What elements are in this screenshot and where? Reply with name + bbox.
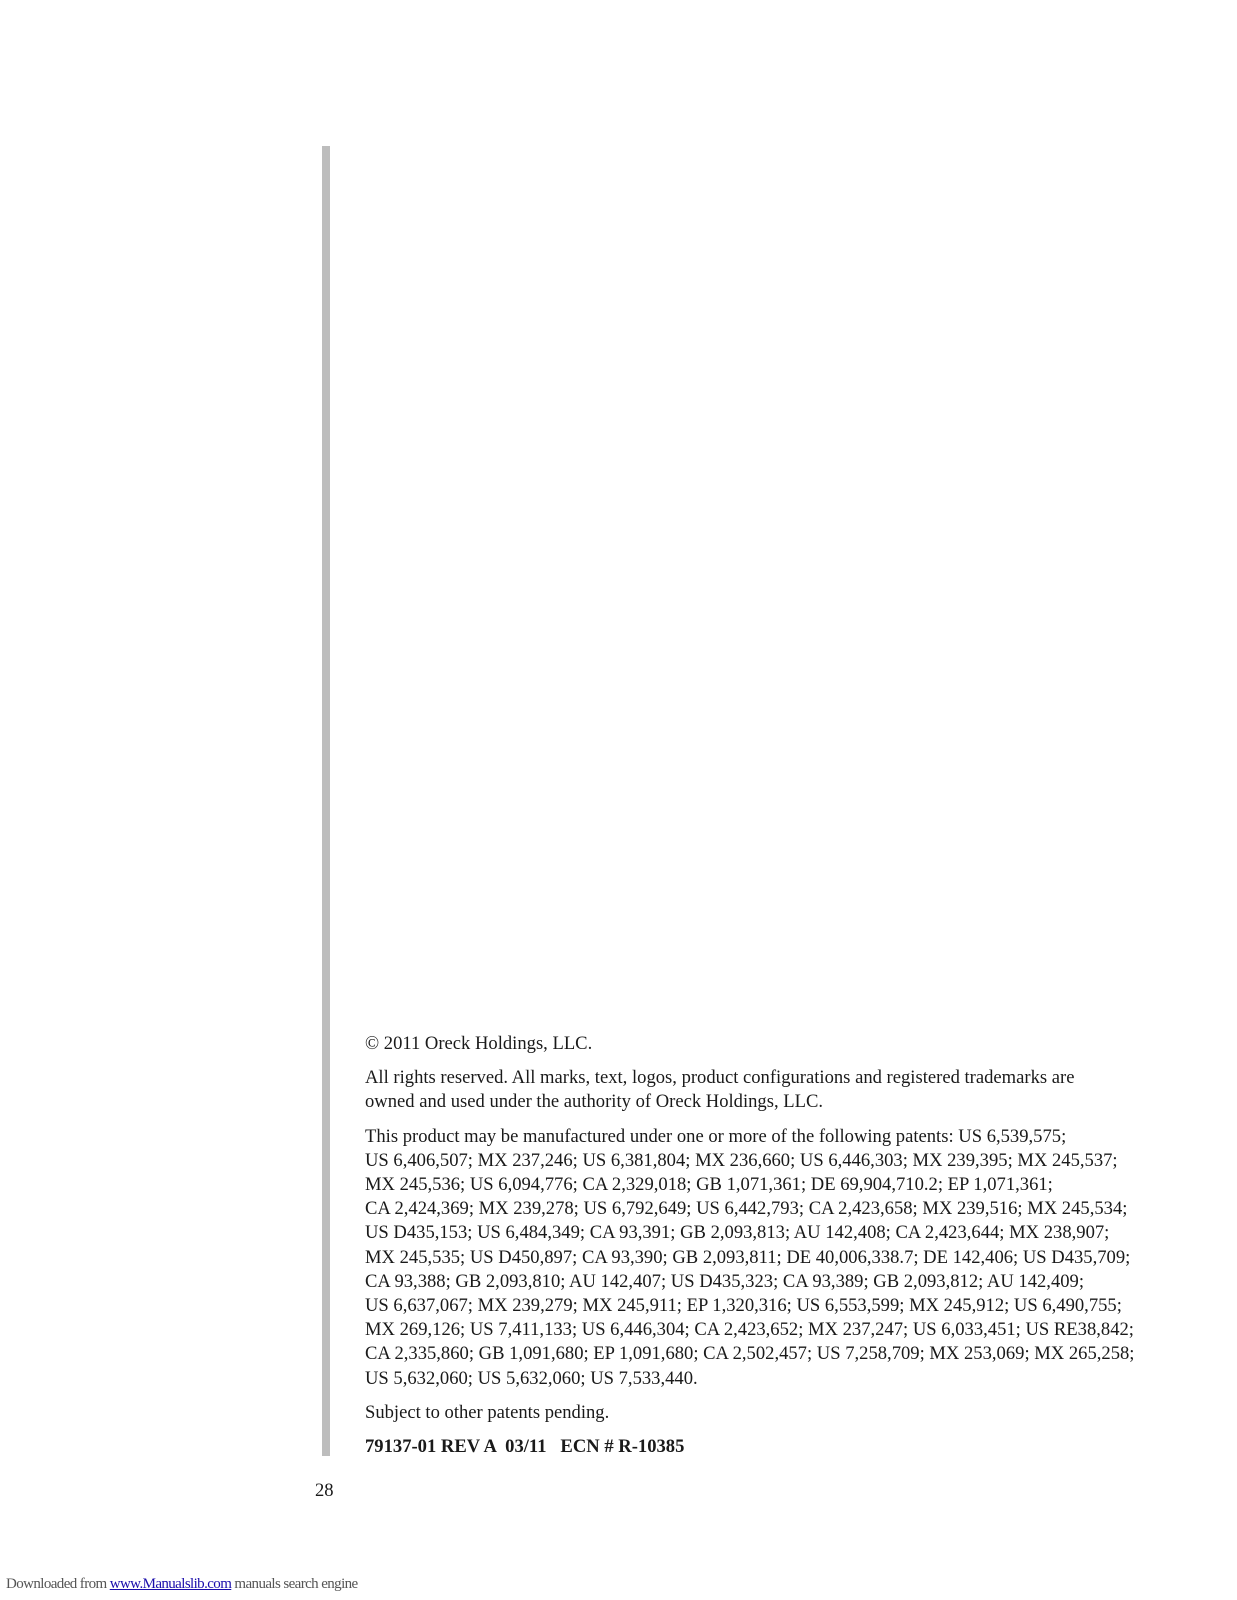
rights-line: owned and used under the authority of Oreck Holdings, LLC.	[365, 1091, 824, 1113]
patent-line: CA 2,335,860; GB 1,091,680; EP 1,091,680; CA 2,502,457; US 7,258,709; MX 253,069; MX 265,258;	[365, 1343, 1135, 1365]
patent-line: CA 93,388; GB 2,093,810; AU 142,407; US D435,323; CA 93,389; GB 2,093,812; AU 142,409;	[365, 1270, 1085, 1292]
patent-line: US 5,632,060; US 5,632,060; US 7,533,440.	[365, 1367, 698, 1389]
patent-line: CA 2,424,369; MX 239,278; US 6,792,649; US 6,442,793; CA 2,423,658; MX 239,516; MX 245,534;	[365, 1198, 1128, 1220]
rights-reserved-paragraph	[365, 1066, 1195, 1114]
patent-line: US 6,637,067; MX 239,279; MX 245,911; EP 1,320,316; US 6,553,599; MX 245,912; US 6,490,755;	[365, 1295, 1122, 1317]
patent-line: US D435,153; US 6,484,349; CA 93,391; GB 2,093,813; AU 142,408; CA 2,423,644; MX 238,907;	[365, 1222, 1110, 1244]
patent-line: MX 269,126; US 7,411,133; US 6,446,304; CA 2,423,652; MX 237,247; US 6,033,451; US RE38,842;	[365, 1319, 1134, 1341]
footer-prefix: Downloaded from	[6, 1576, 110, 1592]
footer-suffix: manuals search engine	[231, 1576, 358, 1592]
page-number: 28	[315, 1480, 334, 1501]
patent-line: US 6,406,507; MX 237,246; US 6,381,804; MX 236,660; US 6,446,303; MX 239,395; MX 245,537;	[365, 1149, 1118, 1171]
rights-line: All rights reserved. All marks, text, logos, product configurations and registered trademarks are	[365, 1067, 1075, 1089]
patent-line: MX 245,536; US 6,094,776; CA 2,329,018; GB 1,071,361; DE 69,904,710.2; EP 1,071,361;	[365, 1174, 1053, 1196]
manualslib-link[interactable]: www.Manualslib.com	[109, 1576, 232, 1592]
patents-pending-note: Subject to other patents pending.	[365, 1401, 610, 1423]
side-rule	[322, 146, 330, 1456]
copyright-notice: © 2011 Oreck Holdings, LLC.	[365, 1033, 593, 1054]
patents-paragraph	[365, 1125, 1195, 1391]
legal-content	[365, 1032, 1195, 1469]
patent-line: This product may be manufactured under one or more of the following patents: US 6,539,575;	[365, 1125, 1067, 1147]
document-number: 79137-01 REV A 03/11 ECN # R-10385	[365, 1436, 685, 1458]
patent-line: MX 245,535; US D450,897; CA 93,390; GB 2,093,811; DE 40,006,338.7; DE 142,406; US D435,709;	[365, 1246, 1131, 1268]
download-footer	[6, 1576, 358, 1593]
